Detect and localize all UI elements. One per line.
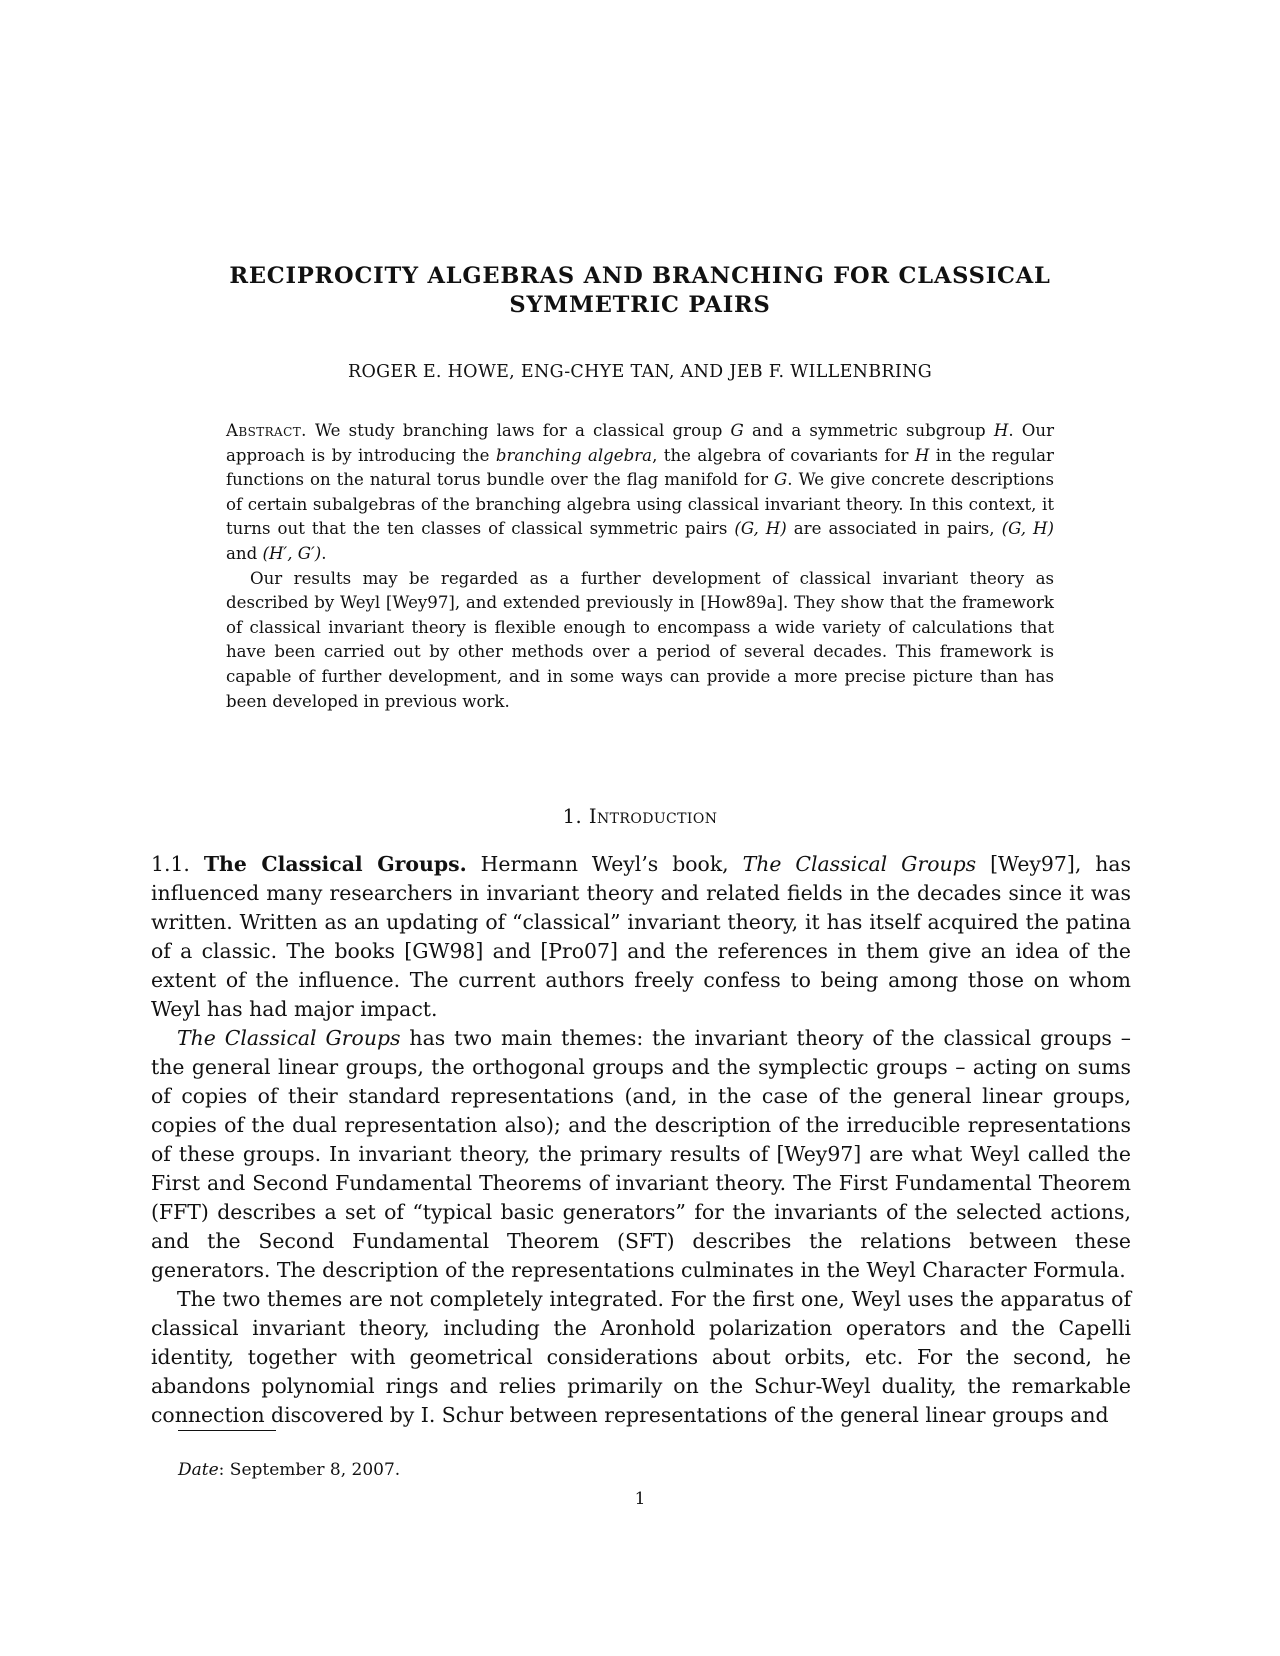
page-number: 1 — [634, 1489, 646, 1509]
math-expression: (G, H) — [1001, 519, 1054, 539]
abstract — [226, 419, 1054, 714]
section-heading — [0, 805, 1280, 828]
math-symbol: H — [914, 445, 930, 465]
book-title: The Classical Groups — [742, 852, 977, 876]
math-expression: (H′, G′) — [262, 543, 322, 563]
footnote-rule — [178, 1430, 276, 1431]
math-symbol: G — [774, 470, 788, 490]
paper-title-line-2: SYMMETRIC PAIRS — [509, 292, 771, 318]
section-title: Introduction — [588, 805, 718, 828]
abstract-paragraph-2: Our results may be regarded as a further development of classical invariant theory as described by Weyl [Wey97], and extended previously in [How89a]. They show that the framework of classical invariant theory is flexible enough to encompass a wide variety of calculations that have been carried out by other methods over a period of several decades. This framework is capable of further development, and in some ways can provide a more precise picture than has been developed in previous work. — [226, 568, 1054, 711]
paper-title — [0, 262, 1280, 320]
body-paragraph-1: 1.1. The Classical Groups. Hermann Weyl’s book, The Classical Groups [Wey97], has influenced many researchers in invariant theory and related fields in the decades since it was written. Written as an updating of “classical” invariant theory, it has itself acquired the patina of a classic. The books [GW98] and [Pro07] and the references in them give an idea of the extent of the influence. The current authors freely confess to being among those on whom Weyl has had major impact. — [151, 852, 1131, 1021]
footnote-text: : September 8, 2007. — [218, 1460, 401, 1480]
body-paragraph-2: The Classical Groups has two main themes: the invariant theory of the classical groups – the general linear groups, the orthogonal groups and the symplectic groups – acting on sums of copies of their standard representations (and, in the case of the general linear groups, copies of the dual representation also); and the description of the irreducible representations of these groups. In invariant theory, the primary results of [Wey97] are what Weyl called the First and Second Fundamental Theorems of invariant theory. The First Fundamental Theorem (FFT) describes a set of “typical basic generators” for the invariants of the selected actions, and the Second Fundamental Theorem (SFT) describes the relations between these generators. The description of the representations culminates in the Weyl Character Formula. — [151, 1026, 1131, 1282]
book-title: The Classical Groups — [177, 1026, 401, 1050]
abstract-paragraph-1: Abstract. We study branching laws for a classical group G and a symmetric subgroup H. Our approach is by introducing the branching algebra, the algebra of covariants for H in the regular functions on the natural torus bundle over the flag manifold for G. We give concrete descriptions of certain subalgebras of the branching algebra using classical invariant theory. In this context, it turns out that the ten classes of classical symmetric pairs (G, H) are associated in pairs, (G, H) and (H′, G′). — [226, 421, 1054, 563]
author-list: ROGER E. HOWE, ENG-CHYE TAN, AND JEB F. WILLENBRING — [348, 362, 932, 382]
subsection-title: The Classical Groups. — [203, 852, 467, 876]
emphasized-term: branching algebra — [495, 445, 653, 465]
abstract-label: Abstract. — [226, 421, 307, 440]
subsection-number: 1.1. — [151, 852, 190, 876]
math-symbol: H — [993, 421, 1009, 440]
body-text — [151, 850, 1131, 1430]
section-number: 1. — [562, 805, 583, 828]
paper-title-line-1: RECIPROCITY ALGEBRAS AND BRANCHING FOR CLASSICAL — [229, 263, 1051, 289]
math-expression: (G, H) — [734, 519, 787, 539]
footnote-label: Date — [178, 1460, 219, 1480]
math-symbol: G — [730, 421, 744, 440]
body-paragraph-3: The two themes are not completely integrated. For the first one, Weyl uses the apparatus of classical invariant theory, including the Aronhold polarization operators and the Capelli identity, together with geometrical considerations about orbits, etc. For the second, he abandons polynomial rings and relies primarily on the Schur-Weyl duality, the remarkable connection discovered by I. Schur between representations of the general linear groups and — [151, 1287, 1131, 1427]
footnote-date — [178, 1459, 400, 1481]
